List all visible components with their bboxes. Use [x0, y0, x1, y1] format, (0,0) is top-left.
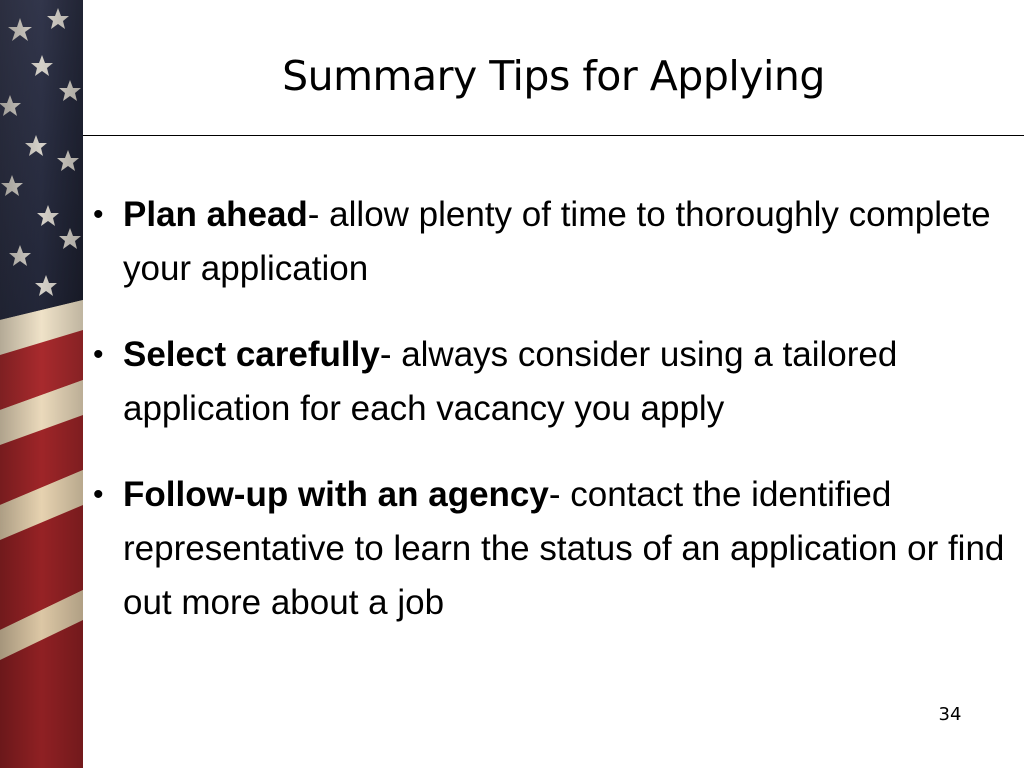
- bullet-heading: Follow-up with an agency: [123, 475, 549, 514]
- bullet-text: - allow plenty of time to thoroughly complete your application: [123, 195, 991, 288]
- page-number: 34: [938, 704, 962, 725]
- bullet-text: - always consider using a tailored application for each vacancy you apply: [123, 335, 898, 428]
- list-item: [93, 328, 1018, 436]
- bullet-icon: •: [93, 478, 104, 511]
- list-item: [93, 468, 1018, 630]
- bullet-icon: •: [93, 198, 104, 231]
- american-flag-image: [0, 0, 83, 768]
- bullet-heading: Plan ahead: [123, 195, 308, 234]
- title-divider: [83, 135, 1024, 136]
- bullet-heading: Select carefully: [123, 335, 380, 374]
- bullet-icon: •: [93, 338, 104, 371]
- list-item: [93, 188, 1018, 296]
- bullet-list: [93, 188, 1018, 662]
- bullet-text: - contact the identified representative to learn the status of an application or find out more about a job: [123, 475, 1005, 622]
- slide-title: Summary Tips for Applying: [282, 52, 825, 100]
